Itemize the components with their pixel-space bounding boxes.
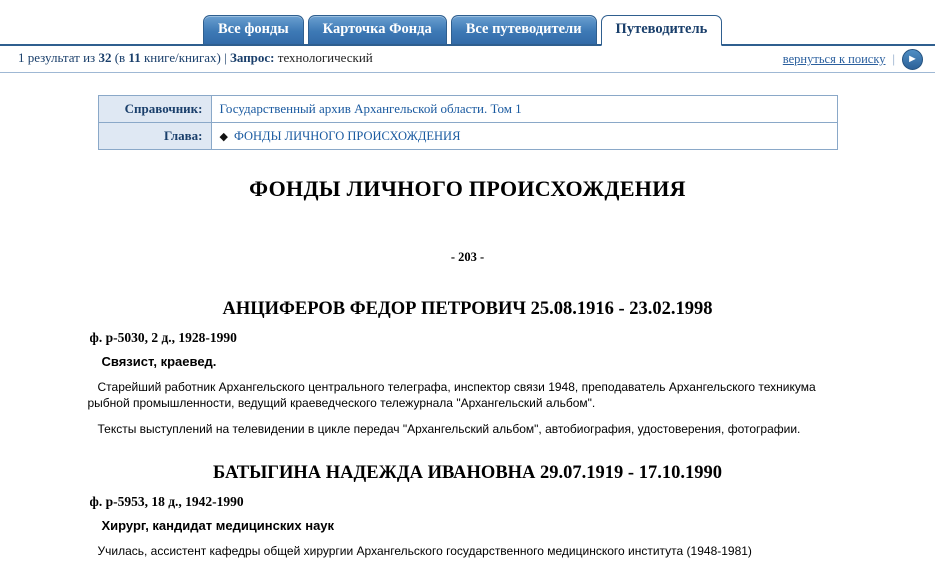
list-item	[88, 299, 848, 437]
page-number: - 203 -	[450, 250, 485, 264]
tab-all-guides[interactable]: Все путеводители	[451, 15, 597, 44]
entry-role: Связист, краевед.	[101, 354, 217, 369]
table-row-chapter	[98, 123, 837, 150]
result-bar	[0, 46, 935, 73]
tab-fund-card[interactable]: Карточка Фонда	[308, 15, 447, 44]
result-books-word: книге/книгах) |	[140, 50, 230, 65]
back-to-search-link[interactable]: вернуться к поиску	[782, 52, 886, 66]
query-label: Запрос:	[230, 50, 275, 65]
entry-role: Хирург, кандидат медицинских наук	[101, 518, 335, 533]
result-in-text: (в	[111, 50, 129, 65]
entry-name: БАТЫГИНА НАДЕЖДА ИВАНОВНА 29.07.1919 - 17.10.1990	[213, 463, 722, 483]
result-actions	[783, 49, 923, 70]
reference-label: Справочник:	[98, 96, 211, 123]
document-body	[88, 150, 848, 569]
entry-fund: ф. р-5030, 2 д., 1928-1990	[89, 330, 237, 345]
list-item	[88, 463, 848, 559]
tab-guide[interactable]: Путеводитель	[601, 15, 723, 46]
result-books-count: 11	[128, 50, 141, 65]
reference-value[interactable]: Государственный архив Архангельской области. Том 1	[211, 96, 837, 123]
chapter-link[interactable]: ФОНДЫ ЛИЧНОГО ПРОИСХОЖДЕНИЯ	[233, 129, 461, 143]
entry-paragraph: Тексты выступлений на телевидении в цикле передач "Архангельский альбом", автобиография, удостоверения, фотографии.	[97, 422, 801, 436]
query-value: технологический	[274, 50, 373, 65]
next-result-arrow-icon[interactable]: ►	[902, 49, 923, 70]
tab-list	[203, 13, 722, 44]
entry-fund: ф. р-5953, 18 д., 1942-1990	[89, 494, 244, 509]
bullet-icon: ◆	[219, 131, 228, 143]
chapter-value-cell	[211, 123, 837, 150]
tab-bar	[0, 0, 935, 46]
reference-table	[98, 95, 838, 150]
action-separator: |	[892, 52, 895, 66]
entry-paragraph: Училась, ассистент кафедры общей хирургии Архангельского государственного медицинского института (1948-1981)	[97, 544, 752, 558]
chapter-label: Глава:	[98, 123, 211, 150]
entry-paragraph: Старейший работник Архангельского центрального телеграфа, инспектор связи 1948, преподаватель Архангельского техникума рыбной промышленности, ведущий краеведческого тележурнала "Архангельский альбом".	[87, 380, 816, 410]
reference-info	[98, 95, 838, 150]
tab-all-funds[interactable]: Все фонды	[203, 15, 304, 44]
table-row-reference	[98, 96, 837, 123]
page-title: ФОНДЫ ЛИЧНОГО ПРОИСХОЖДЕНИЯ	[249, 176, 686, 201]
entry-name: АНЦИФЕРОВ ФЕДОР ПЕТРОВИЧ 25.08.1916 - 23.02.1998	[222, 299, 713, 319]
result-summary	[18, 50, 373, 66]
result-count-prefix: 1 результат из	[18, 50, 99, 65]
result-total: 32	[98, 50, 112, 65]
